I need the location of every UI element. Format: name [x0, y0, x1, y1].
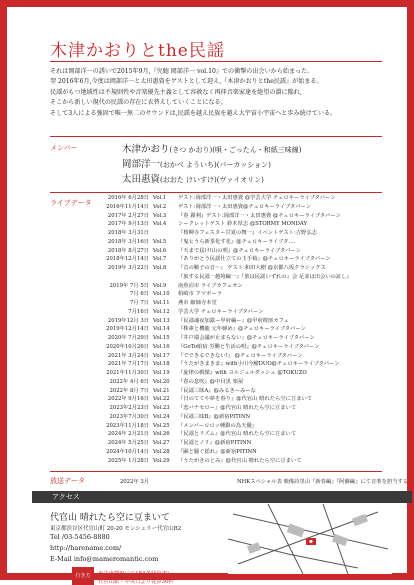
live-row [99, 274, 389, 282]
live-row [99, 379, 389, 387]
live-text: 『旅する民謡一越境編一』『旅は民謡いずれの』会 足並は出会いの証し』 [178, 273, 352, 280]
member-role: (おかべ よういち)(パーカッション) [160, 161, 271, 169]
live-text: 柏崎市 アマボーラ [178, 291, 223, 298]
live-vol: Vol.25 [153, 422, 170, 429]
live-vol: Vol.21 [153, 387, 170, 394]
live-date: 2022年 8月 7日 [109, 387, 149, 394]
live-vol: Vol.1 [153, 195, 167, 201]
member-name: 太田惠資 [122, 174, 161, 185]
live-row [99, 440, 389, 448]
member-name: 木津かおり [122, 144, 170, 155]
live-heading: ライブデータ [50, 199, 92, 207]
live-vol: Vol.23 [153, 405, 170, 411]
live-row [99, 195, 389, 203]
live-date: 2024年10月14日 [106, 448, 149, 455]
live-vol: Vol.22 [153, 396, 170, 403]
access-heading: アクセス [52, 493, 80, 501]
live-date: 2023年7月30日 [109, 413, 149, 420]
live-date: 2018年12月14日 [106, 256, 149, 263]
live-date: 2016年 6月28日 [107, 195, 149, 201]
live-text: 『民謡とノリ』@新宿PITINN [178, 440, 252, 446]
route-badge: 行き方 [72, 567, 94, 585]
live-date: 7月 6日 [129, 291, 149, 298]
live-date: 2019年12月 3日 [107, 317, 149, 324]
live-row [99, 204, 389, 212]
live-text: 『メンバーロロッ種銀の為天優』 [178, 422, 257, 429]
live-text: シークレットゲスト 鈴木厚志 @STORMY MONDAY [178, 221, 308, 228]
broadcast-text: NHKスペシャル表 映像詩里山『新春編』『阿蘇編』にて音楽を担当する [237, 479, 409, 485]
member-kizu [122, 141, 302, 155]
live-row [99, 396, 389, 404]
live-date: 7月 7日 [129, 300, 149, 306]
live-row [99, 361, 389, 369]
live-row [99, 414, 389, 422]
live-date: 2025年 1月28日 [107, 457, 149, 464]
broadcast-heading: 放送データ [50, 477, 85, 485]
live-row [99, 318, 389, 326]
live-row [99, 300, 389, 308]
live-text: 『春 麗利』ゲスト:岡部洋一・太田惠資 @チェロキーライブタバーン [178, 212, 341, 219]
live-text: 『春の息吹』@中目黒 楽屋 [178, 378, 244, 385]
live-row [99, 291, 389, 299]
live-row [99, 388, 389, 396]
flyer [14, 14, 414, 585]
live-date: 2018年 3月31日 [107, 230, 149, 236]
live-row [99, 458, 389, 466]
live-date: 2024年 2月21日 [107, 431, 149, 438]
access-map [228, 504, 392, 574]
access-bar [32, 491, 412, 503]
member-role: (きつ かおり)(唄・ごったん・和紙三味線) [169, 146, 302, 154]
live-vol: Vol.7 [153, 256, 167, 263]
live-vol: Vol.12 [153, 308, 170, 315]
live-row [99, 213, 389, 221]
live-vol: Vol.15 [153, 335, 170, 341]
live-date: 2017年 2月27日 [107, 212, 149, 219]
intro-line: そして3人による強固で唯一無二のサウンドは,民謡を越え民族を越え大宇宙小宇宙へと歩み続けている。 [50, 109, 337, 117]
live-date: 2018年 8月27日 [107, 247, 149, 254]
live-text: ゲスト:岡部洋一・太田惠資@チェロキーライブタバーン [178, 203, 311, 210]
live-row [99, 431, 389, 439]
live-date: 7月16日 [128, 308, 149, 315]
live-row [99, 335, 389, 343]
intro-line: それは岡部洋一の誘いで2015年9月,『究聴 岡部洋一 vol.10』での衝撃の出会いから始まった。 [50, 68, 314, 75]
live-text: 『株素と機龍 元年締め』@チェロキーライブタバーン [178, 326, 306, 333]
intro-line: 民謡がもつ地域性は不規則性や音楽優先主義として容赦なく再拝音楽家達を絶望の淵に陥れ, [50, 88, 302, 96]
live-text: 『旋律の戦慄』with ヨルジュルダッシュ @TOKUZO [178, 370, 307, 376]
live-row [99, 326, 389, 334]
intro-line: 翌 2016年6月,今度は岡部洋一と太田惠資をゲストとして迎え,『木津かおりとthe民謡』が始まる。 [50, 78, 323, 86]
live-text: 『音の鞁子の音〜』 ゲスト:和田大樹 @京都八坂クラシックス [178, 265, 326, 271]
live-date: 2022年 4月 6日 [109, 378, 149, 385]
live-vol: Vol.13 [153, 317, 170, 324]
live-text: 『天まで届け!山の唄』@チェロキーライブタバーン [178, 247, 301, 254]
live-row [99, 265, 389, 273]
live-vol: Vol.29 [153, 457, 170, 464]
venue-name: 代官山 晴れたら空に豆まいて [50, 513, 170, 523]
live-date: 2022年 9月16日 [107, 396, 149, 403]
live-text: 『桜柳寺フェスター甘夏の舞一』イベントゲスト:吉野弘志 [178, 230, 317, 236]
live-text: 『恋バナセロー』@代官山 晴れたら空に豆まいて [178, 405, 297, 411]
live-vol: Vol.19 [153, 370, 170, 376]
live-vol: Vol.14 [153, 326, 170, 333]
title-divider [50, 61, 382, 62]
live-vol: Vol.10 [153, 291, 170, 298]
live-text: 『GoTo船宿 労働と生活の唄』@チェロキーライブタバーン [178, 343, 320, 350]
live-text: 『民謡三昧B』@新宿PITINN [178, 413, 251, 420]
live-date: 2018年 3月16日 [107, 238, 149, 245]
live-row [99, 405, 389, 413]
live-text: 『民謡三昧A』@みるきーみーな [178, 387, 256, 394]
live-date: 2021年11月30日 [106, 370, 149, 376]
live-date: 2017年 9月13日 [107, 221, 149, 228]
venue-email-link[interactable]: E-Mail info@mameromantic.com [50, 555, 159, 563]
live-date: 2016年11月14日 [106, 203, 149, 210]
intro-line: そこから新しい現代の民謡の存在に衣替えしていくことになる。 [50, 99, 227, 107]
live-date: 2021年 3月24日 [107, 352, 149, 359]
members-heading: メンバー [50, 144, 78, 152]
live-vol: Vol.28 [153, 448, 170, 455]
route-line: 代官山駅・中央口より徒歩30秒 [98, 579, 174, 585]
member-ota [122, 171, 264, 185]
live-vol: Vol.5 [153, 238, 167, 245]
live-row [99, 230, 389, 238]
live-vol: Vol.3 [153, 212, 167, 219]
venue-marker-dot [309, 540, 312, 543]
venue-tel: Tel /03-5456-8880 [50, 533, 110, 541]
live-date: 2019年12月14日 [106, 326, 149, 333]
live-text: 『踊と騒ぐ揺れ』@新宿PITINN [178, 448, 257, 455]
live-text: 学芸大学 チェロキーライブタバーン [178, 308, 264, 315]
live-vol: Vol.2 [153, 203, 167, 210]
live-date: 2023年11月18日 [106, 422, 149, 429]
live-date: 2021年 7月17日 [107, 361, 149, 368]
live-text: ゲスト:岡部洋一・太田惠資 @学芸大学 チェロキーライブタバーン [178, 195, 336, 201]
live-date: 2020年10月26日 [106, 343, 149, 350]
live-date: 2020年 7月29日 [107, 335, 149, 341]
member-role: (おおた けいすけ)(ヴァイオリン) [160, 176, 264, 184]
live-text: 燕市 縮師寺本堂 [178, 300, 217, 306]
live-row [99, 221, 389, 229]
live-row [99, 248, 389, 256]
broadcast-divider [50, 471, 382, 472]
page-title: 木津かおりとthe民謡 [50, 41, 225, 61]
live-date: 2024年 5月25日 [107, 440, 149, 446]
live-row [99, 283, 389, 291]
live-vol: Vol.9 [153, 282, 167, 289]
live-text: 『井戸端会議が止まらない』@チェロキーライブタバーン [178, 335, 315, 341]
live-row [99, 423, 389, 431]
members-divider [50, 136, 382, 137]
live-row [99, 449, 389, 457]
live-text: 『でできるできない!』 @チェロキーライブタバーン [178, 352, 303, 359]
member-name: 岡部洋一 [122, 159, 161, 170]
live-text: 『日のててや夢を春り』@代官山 晴れたら空に豆まいて [178, 396, 313, 403]
live-text: 『うたがきまきま』with小川今鯖DUO@チェロキーライブタバーン [178, 361, 340, 368]
live-text: 『うたがきのとみ』@代官山 晴れたら空に豆まいて [178, 457, 302, 464]
live-row [99, 353, 389, 361]
live-divider [50, 192, 382, 193]
broadcast-date: 2022年 3月 [119, 479, 149, 485]
live-text: 『民謡とリズム』@代官山 晴れたら空に豆まいて [178, 431, 297, 438]
live-date: 2019年 7月 5日 [109, 282, 149, 289]
live-vol: Vol.11 [153, 300, 170, 306]
route-line: 東急東横線にて1駅(各駅停車) [98, 571, 170, 577]
live-text: 『民謡魂夜加露ー甲府編ー』@甲府桜座カフェ [178, 317, 289, 324]
live-vol: Vol.6 [153, 247, 167, 254]
live-text: 『ありがとう民謡仕立ての玉手箱』@チェロキーライブタバーン [178, 256, 331, 263]
live-date: 2023年2月23日 [109, 405, 149, 411]
live-row [99, 256, 389, 264]
live-date: 2019年 3月22日 [107, 265, 149, 271]
live-row [99, 370, 389, 378]
intro-text [50, 67, 388, 119]
live-row [99, 239, 389, 247]
live-vol: Vol.16 [153, 343, 170, 350]
venue-url-link[interactable]: http://harename.com/ [50, 544, 122, 552]
venue-address: 東京都渋谷区代官山町 20-20 モンシェリー代官山B2 [50, 526, 182, 532]
live-vol: Vol.26 [153, 431, 170, 438]
live-vol: Vol.20 [153, 378, 170, 385]
live-vol: Vol.17 [153, 352, 170, 359]
live-text: 南魚沼市 ライブカフェオン [178, 282, 243, 289]
live-text: 『鬼ヒうら新茶化す花』@チェロキーライブタ.... [178, 238, 296, 245]
live-vol: Vol.8 [153, 265, 167, 271]
live-vol: Vol.27 [153, 440, 170, 446]
live-row [99, 344, 389, 352]
live-row [99, 309, 389, 317]
live-vol: Vol.24 [153, 413, 170, 420]
live-vol: Vol.18 [153, 361, 170, 368]
member-okabe [122, 156, 271, 170]
live-vol: Vol.4 [153, 221, 167, 228]
